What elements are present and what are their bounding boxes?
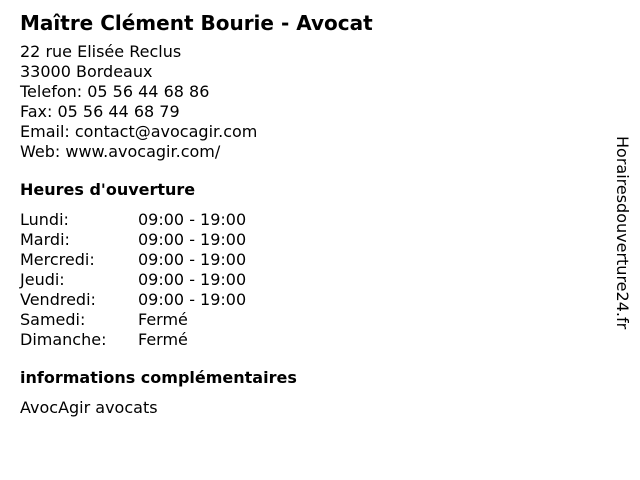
time-value: Fermé bbox=[138, 310, 188, 329]
business-card bbox=[20, 10, 600, 418]
email-address: Email: contact@avocagir.com bbox=[20, 122, 258, 141]
time-value: 09:00 - 19:00 bbox=[138, 250, 247, 269]
day-label: Mercredi: bbox=[20, 250, 95, 269]
hours-row-tuesday bbox=[20, 230, 600, 250]
phone-number: Telefon: 05 56 44 68 86 bbox=[20, 82, 210, 101]
website: Web: www.avocagir.com/ bbox=[20, 142, 221, 161]
hours-row-monday bbox=[20, 210, 600, 230]
time-value: 09:00 - 19:00 bbox=[138, 270, 247, 289]
time-value: 09:00 - 19:00 bbox=[138, 230, 247, 249]
day-label: Jeudi: bbox=[20, 270, 65, 289]
fax-number: Fax: 05 56 44 68 79 bbox=[20, 102, 180, 121]
day-label: Lundi: bbox=[20, 210, 69, 229]
hours-row-sunday bbox=[20, 330, 600, 350]
additional-info-heading: informations complémentaires bbox=[20, 368, 297, 387]
city-address: 33000 Bordeaux bbox=[20, 62, 153, 81]
day-label: Samedi: bbox=[20, 310, 86, 329]
hours-row-friday bbox=[20, 290, 600, 310]
additional-info-text: AvocAgir avocats bbox=[20, 398, 158, 417]
street-address: 22 rue Elisée Reclus bbox=[20, 42, 182, 61]
business-title: Maître Clément Bourie - Avocat bbox=[20, 11, 373, 35]
contact-block bbox=[20, 42, 600, 162]
time-value: Fermé bbox=[138, 330, 188, 349]
time-value: 09:00 - 19:00 bbox=[138, 290, 247, 309]
day-label: Vendredi: bbox=[20, 290, 96, 309]
day-label: Dimanche: bbox=[20, 330, 107, 349]
opening-hours-list bbox=[20, 210, 600, 350]
day-label: Mardi: bbox=[20, 230, 70, 249]
opening-hours-heading: Heures d'ouverture bbox=[20, 180, 196, 199]
hours-row-thursday bbox=[20, 270, 600, 290]
hours-row-wednesday bbox=[20, 250, 600, 270]
site-watermark: Horairesdouverture24.fr bbox=[613, 136, 632, 330]
time-value: 09:00 - 19:00 bbox=[138, 210, 247, 229]
hours-row-saturday bbox=[20, 310, 600, 330]
